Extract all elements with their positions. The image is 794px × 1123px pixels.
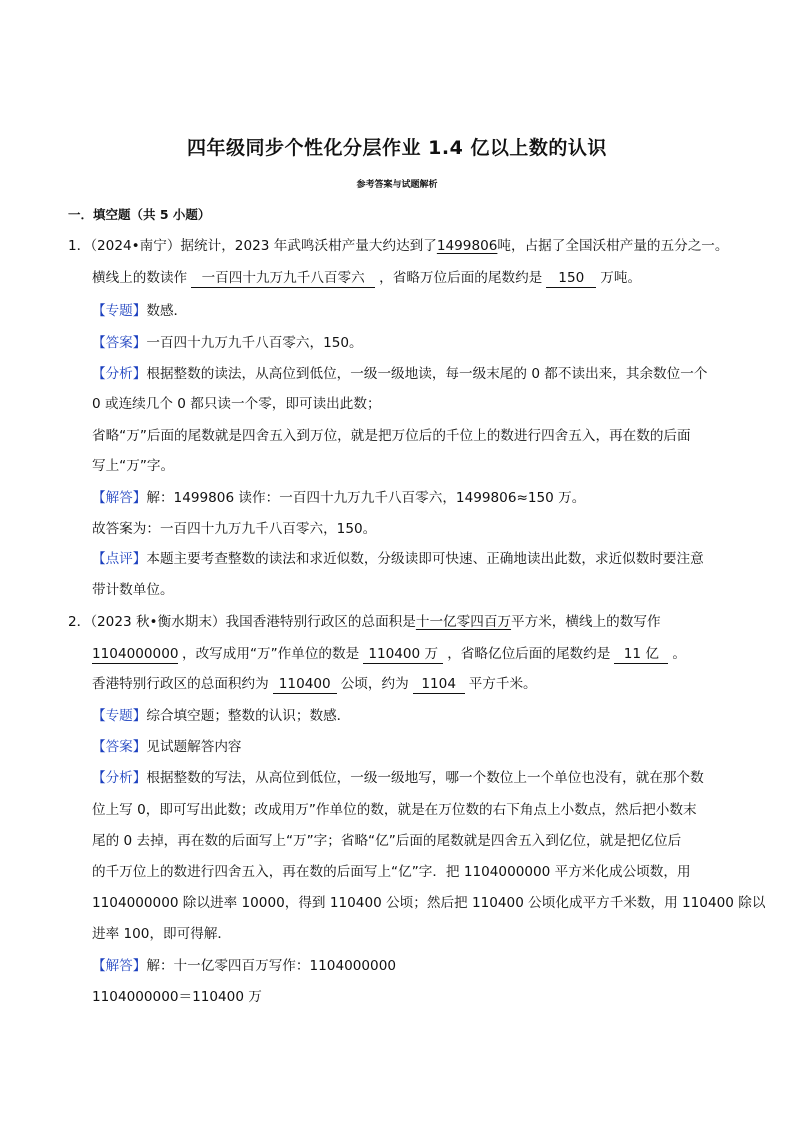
page-subtitle: 参考答案与试题解析 (356, 180, 438, 190)
q1-analysis-line1 (92, 364, 707, 384)
q1-stem-text: 1．（2024•南宁）据统计，2023 年武鸣沃柑产量大约达到了 (68, 238, 437, 254)
analysis-tag: 【分析】 (92, 770, 147, 786)
q2-stem-line3 (92, 674, 537, 694)
q1-stem-line1 (68, 236, 729, 256)
section-heading: 一．填空题（共 5 小题） (68, 207, 211, 222)
comment-tag: 【点评】 (92, 551, 147, 567)
q1-stem-line2 (92, 268, 641, 288)
q2-stem-wan-label: ，改写成用“万”作单位的数是 (182, 646, 360, 662)
q2-stem-text: 2．（2023 秋•衡水期末）我国香港特别行政区的总面积是 (68, 614, 416, 630)
q1-answer-text: 一百四十九万九千八百零六，150。 (146, 335, 363, 351)
q2-analysis-line3: 尾的 0 去掉，再在数的后面写上“万”字；省略“亿”后面的尾数就是四舍五入到亿位，就是把亿位后 (92, 833, 682, 849)
q2-stem-line2 (92, 644, 686, 664)
q2-underlined-number: 十一亿零四百万 (415, 614, 512, 630)
q2-analysis-line5: 1104000000 除以进率 10000，得到 110400 公顷；然后把 110400 公顷化成平方千米数，用 110400 除以 (92, 895, 766, 911)
q1-topic-text: 数感． (146, 303, 188, 319)
topic-tag: 【专题】 (92, 303, 147, 319)
q2-answer-blank-km2: 1104 (413, 676, 465, 694)
q1-answer (92, 333, 363, 353)
q1-stem-read-label: 横线上的数读作 (92, 270, 188, 286)
q2-answer-blank-written: 1104000000 (92, 646, 179, 662)
q2-solution-step: 1104000000＝110400 万 (92, 989, 262, 1005)
q1-analysis-line3: 省略“万”后面的尾数就是四舍五入到万位，就是把万位后的千位上的数进行四舍五入，再在数的后面 (92, 428, 691, 444)
q1-stem-unit: 万吨。 (600, 270, 642, 286)
analysis-tag: 【分析】 (92, 366, 147, 382)
q1-solution-text: 解：1499806 读作：一百四十九万九千八百零六，1499806≈150 万。 (146, 490, 586, 506)
q2-answer-blank-hectare: 110400 (273, 676, 337, 694)
q2-topic-text: 综合填空题；整数的认识；数感． (146, 708, 351, 724)
solution-tag: 【解答】 (92, 958, 147, 974)
q2-solution (92, 956, 396, 976)
q2-stem-area-label: 香港特别行政区的总面积约为 (92, 676, 269, 692)
q2-answer-text: 见试题解答内容 (146, 739, 242, 755)
q2-stem-hectare-unit: 公顷，约为 (340, 676, 409, 692)
q2-answer (92, 737, 242, 757)
q2-analysis-line1 (92, 768, 704, 788)
q1-underlined-number: 1499806 (436, 238, 498, 254)
q2-analysis-line6: 进率 100，即可得解． (92, 926, 232, 942)
answer-tag: 【答案】 (92, 335, 147, 351)
q1-answer-blank-approx: 150 (546, 270, 596, 288)
answer-tag: 【答案】 (92, 739, 147, 755)
q2-solution-text: 解：十一亿零四百万写作：1104000000 (146, 958, 396, 974)
q2-stem-km2-unit: 平方千米。 (468, 676, 537, 692)
page-title: 四年级同步个性化分层作业 1.4 亿以上数的认识 (187, 137, 607, 159)
q2-topic (92, 706, 350, 726)
q2-stem-line1 (68, 612, 661, 632)
q1-topic (92, 301, 187, 321)
q2-stem-end: 。 (672, 646, 686, 662)
q1-answer-blank-reading: 一百四十九万九千八百零六 (191, 270, 375, 288)
q1-comment-line1 (92, 549, 704, 569)
q1-stem-text-end: 吨，占据了全国沃柑产量的五分之一。 (497, 238, 729, 254)
topic-tag: 【专题】 (92, 708, 147, 724)
q1-stem-approx-label: ，省略万位后面的尾数约是 (379, 270, 543, 286)
q2-analysis-text: 根据整数的写法，从高位到低位，一级一级地写，哪一个数位上一个单位也没有，就在那个数 (146, 770, 704, 786)
solution-tag: 【解答】 (92, 490, 147, 506)
q2-answer-blank-wan: 110400 万 (363, 646, 443, 664)
q1-analysis-line2: 0 或连续几个 0 都只读一个零，即可读出此数； (92, 396, 381, 412)
q2-analysis-line2: 位上写 0，即可写出此数；改成用万”作单位的数，就是在万位数的右下角点上小数点，然后把小数末 (92, 802, 697, 818)
q2-analysis-line4: 的千万位上的数进行四舍五入，再在数的后面写上“亿”字．把 1104000000 平方米化成公顷数，用 (92, 864, 691, 880)
q1-analysis-text: 根据整数的读法，从高位到低位，一级一级地读，每一级末尾的 0 都不读出来，其余数位一个 (146, 366, 708, 382)
q1-solution (92, 488, 585, 508)
q1-comment-text: 本题主要考查整数的读法和求近似数，分级读即可快速、正确地读出此数，求近似数时要注意 (146, 551, 704, 567)
q2-answer-blank-yi: 11 亿 (614, 646, 668, 664)
q1-comment-line2: 带计数单位。 (92, 582, 174, 598)
q1-analysis-line4: 写上“万”字。 (92, 458, 175, 474)
q2-stem-approx-label: ，省略亿位后面的尾数约是 (447, 646, 611, 662)
q2-stem-text-end: 平方米，横线上的数写作 (511, 614, 661, 630)
q1-final-answer: 故答案为：一百四十九万九千八百零六，150。 (92, 521, 377, 537)
